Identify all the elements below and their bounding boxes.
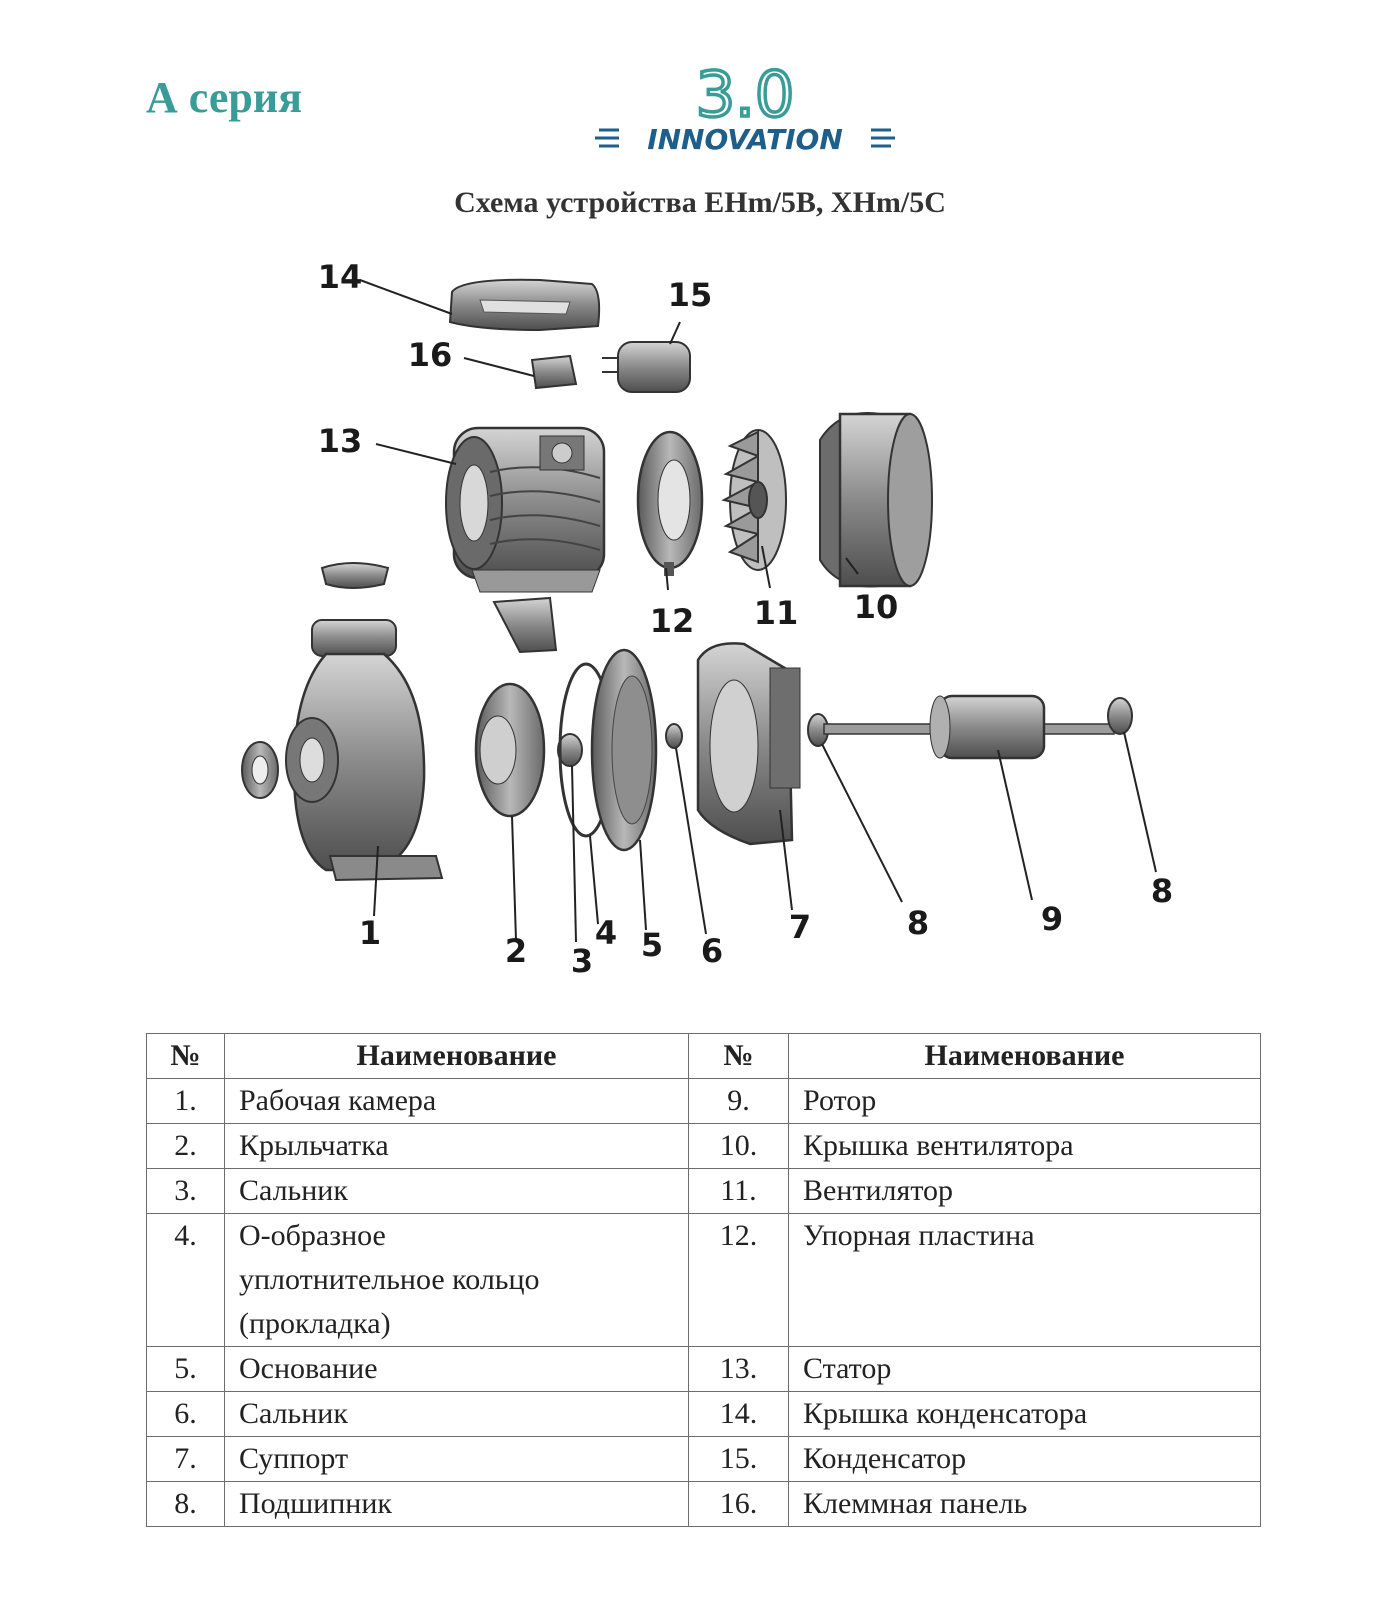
table-row	[147, 1347, 1261, 1392]
part-number: 12.	[689, 1214, 789, 1347]
label-part-16: 16	[407, 336, 453, 374]
part-name: Рабочая камера	[225, 1079, 689, 1124]
part-number: 14.	[689, 1392, 789, 1437]
table-row	[147, 1214, 1261, 1347]
label-part-2: 2	[504, 932, 528, 970]
part-name-line: (прокладка)	[239, 1307, 391, 1340]
table-row	[147, 1124, 1261, 1169]
logo-main-text: 3.0	[695, 58, 795, 131]
support-part	[698, 643, 800, 844]
table-header-row	[147, 1034, 1261, 1079]
label-part-8-left: 8	[906, 904, 930, 942]
table-row	[147, 1079, 1261, 1124]
part-number: 7.	[147, 1437, 225, 1482]
table-row	[147, 1437, 1261, 1482]
part-number: 4.	[147, 1214, 225, 1347]
thrust-plate-part	[638, 432, 702, 576]
label-part-8-right: 8	[1150, 872, 1174, 910]
header-name: Наименование	[225, 1034, 689, 1079]
fan-part	[724, 430, 786, 570]
part-name: Ротор	[789, 1079, 1261, 1124]
terminal-panel-part	[532, 356, 576, 388]
part-number: 1.	[147, 1079, 225, 1124]
label-part-9: 9	[1040, 900, 1064, 938]
part-name: Основание	[225, 1347, 689, 1392]
impeller-part	[476, 684, 544, 816]
header-number: №	[689, 1034, 789, 1079]
logo-sub-text: INNOVATION	[647, 123, 843, 156]
table-row	[147, 1169, 1261, 1214]
label-part-6: 6	[700, 932, 724, 970]
part-name: Вентилятор	[789, 1169, 1261, 1214]
part-number: 10.	[689, 1124, 789, 1169]
part-number: 5.	[147, 1347, 225, 1392]
part-name: Статор	[789, 1347, 1261, 1392]
label-part-14: 14	[317, 258, 363, 296]
part-name-line: О-образное	[239, 1219, 386, 1252]
capacitor-part	[602, 342, 690, 392]
stator-part	[446, 428, 604, 592]
base-part	[592, 650, 656, 850]
part-number: 3.	[147, 1169, 225, 1214]
parts-table	[146, 1033, 1261, 1527]
part-name: Клеммная панель	[789, 1482, 1261, 1527]
part-number: 6.	[147, 1392, 225, 1437]
label-part-10: 10	[853, 588, 899, 626]
series-title: А серия	[146, 73, 302, 122]
gland-part	[666, 724, 682, 748]
part-number: 13.	[689, 1347, 789, 1392]
label-part-3: 3	[570, 942, 594, 980]
bearing-right-part	[1108, 698, 1132, 734]
logo-lines-right	[871, 130, 895, 146]
part-name: Упорная пластина	[789, 1214, 1261, 1347]
part-name: Крыльчатка	[225, 1124, 689, 1169]
part-number: 16.	[689, 1482, 789, 1527]
part-number: 11.	[689, 1169, 789, 1214]
part-name: Крышка конденсатора	[789, 1392, 1261, 1437]
part-name: Крышка вентилятора	[789, 1124, 1261, 1169]
rotor-part	[824, 696, 1114, 758]
part-name: Сальник	[225, 1169, 689, 1214]
part-name: Подшипник	[225, 1482, 689, 1527]
label-part-13: 13	[317, 422, 363, 460]
part-number: 15.	[689, 1437, 789, 1482]
label-part-11: 11	[753, 594, 799, 632]
logo-lines-left	[595, 130, 619, 146]
part-number: 2.	[147, 1124, 225, 1169]
label-part-7: 7	[788, 908, 812, 946]
part-name	[225, 1214, 689, 1347]
wedge-part	[494, 598, 556, 652]
part-name: Суппорт	[225, 1437, 689, 1482]
part-name: Конденсатор	[789, 1437, 1261, 1482]
table-row	[147, 1482, 1261, 1527]
part-name-line: уплотнительное кольцо	[239, 1263, 540, 1296]
diagram-subtitle: Схема устройства EHm/5B, XHm/5C	[454, 186, 946, 219]
exploded-pump-diagram	[240, 250, 1240, 1000]
part-name: Сальник	[225, 1392, 689, 1437]
pump-chamber-part	[242, 620, 442, 880]
label-part-5: 5	[640, 926, 664, 964]
header-name: Наименование	[789, 1034, 1261, 1079]
header-number: №	[147, 1034, 225, 1079]
label-part-4: 4	[594, 914, 618, 952]
part-number: 8.	[147, 1482, 225, 1527]
part-number: 9.	[689, 1079, 789, 1124]
brand-logo	[595, 58, 895, 162]
stator-cap-part	[322, 563, 388, 588]
label-part-12: 12	[649, 602, 695, 640]
fan-cover-part	[820, 413, 932, 586]
capacitor-cover-part	[450, 280, 599, 330]
table-row	[147, 1392, 1261, 1437]
label-part-15: 15	[667, 276, 713, 314]
label-part-1: 1	[358, 914, 382, 952]
